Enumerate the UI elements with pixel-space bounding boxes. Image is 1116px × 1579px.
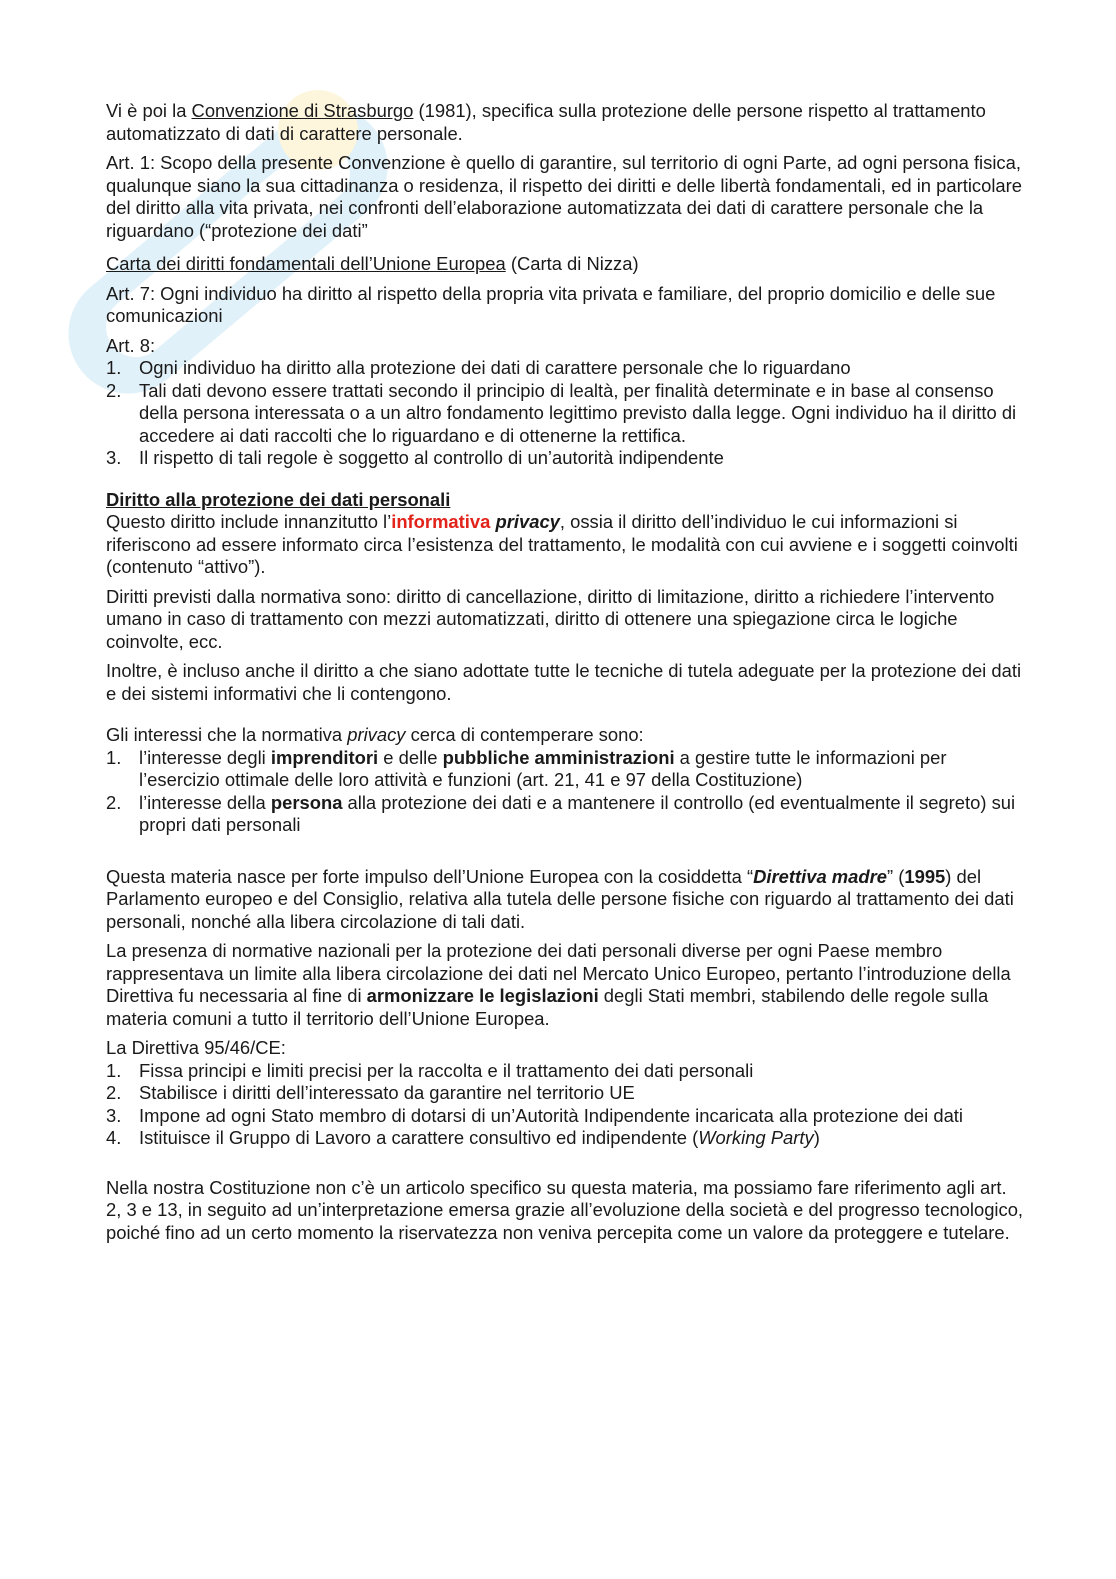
list-item: 1. Ogni individuo ha diritto alla protezione dei dati di carattere personale che lo riguardano <box>106 357 851 378</box>
list-item: 3. Il rispetto di tali regole è soggetto al controllo di un’autorità indipendente <box>106 447 724 468</box>
direttiva-list <box>106 1060 1026 1150</box>
paragraph-direttiva-madre: Questa materia nasce per forte impulso dell’Unione Europea con la cosiddetta “Direttiva madre” (1995) del Parlamento europeo e del Consiglio, relativa alla tutela delle persone fisiche con riguardo al trattamento dei dati personali, nonché alla libera circolazione di tali dati. <box>106 865 1014 932</box>
paragraph-informativa: Questo diritto include innanzitutto l’informativa privacy, ossia il diritto dell’individuo le cui informazioni si riferiscono ad essere informato circa l’esistenza del trattamento, le modalità con cui avviene e i soggetti coinvolti (contenuto “attivo”). <box>106 511 1018 577</box>
paragraph-strasburgo: Vi è poi la Convenzione di Strasburgo (1981), specifica sulla protezione delle persone rispetto al trattamento automatizzato di dati di carattere personale. <box>106 100 986 144</box>
paragraph-armonizzare: La presenza di normative nazionali per la protezione dei dati personali diverse per ogni Paese membro rappresentava un limite alla libera circolazione dei dati nel Mercato Unico Europeo, pertanto l’introduzione della Direttiva fu necessaria al fine di armonizzare le legislazioni degli Stati membri, stabilendo delle regole sulla materia comuni a tutto il territorio dell’Unione Europea. <box>106 940 1011 1029</box>
art8-list <box>106 357 1026 470</box>
paragraph-art7: Art. 7: Ogni individuo ha diritto al rispetto della propria vita privata e familiare, del proprio domicilio e delle sue comunicazioni <box>106 282 996 326</box>
paragraph-direttiva-label: La Direttiva 95/46/CE: <box>106 1037 286 1058</box>
interessi-list <box>106 747 1026 837</box>
paragraph-art8-label: Art. 8: <box>106 334 156 356</box>
list-item: 4. Istituisce il Gruppo di Lavoro a carattere consultivo ed indipendente (Working Party) <box>106 1127 820 1148</box>
link-carta-diritti[interactable]: Carta dei diritti fondamentali dell’Unione Europea <box>106 253 506 274</box>
section-heading: Diritto alla protezione dei dati personali <box>106 488 451 510</box>
paragraph-costituzione: Nella nostra Costituzione non c’è un articolo specifico su questa materia, ma possiamo fare riferimento agli art. 2, 3 e 13, in seguito ad un’interpretazione emersa grazie all’evoluzione della società e del progresso tecnologico, poiché fino ad un certo momento la riservatezza non veniva percepita come un valore da proteggere e tutelare. <box>106 1176 1024 1243</box>
paragraph-art1: Art. 1: Scopo della presente Convenzione è quello di garantire, sul territorio di ogni Parte, ad ogni persona fisica, qualunque siano la sua cittadinanza o residenza, il rispetto dei diritti e delle libertà fondamentali, ed in particolare del diritto alla vita privata, nei confronti dell’elaborazione automatizzata dei dati di carattere personale che la riguardano (“protezione dei dati” <box>106 152 1023 241</box>
link-convenzione-strasburgo[interactable]: Convenzione di Strasburgo <box>191 100 414 121</box>
paragraph-diritti: Diritti previsti dalla normativa sono: diritto di cancellazione, diritto di limitazione, diritto a richiedere l’intervento umano in caso di trattamento con mezzi automatizzati, diritto di ottenere una spiegazione circa le logiche coinvolte, ecc. <box>106 585 995 652</box>
list-item: 3. Impone ad ogni Stato membro di dotarsi di un’Autorità Indipendente incaricata alla protezione dei dati <box>106 1104 964 1126</box>
list-item: 2. Tali dati devono essere trattati secondo il principio di lealtà, per finalità determinate e in base al consenso della persona interessata o a un altro fondamento legittimo previsto dalla legge. Ogni individuo ha il diritto di accedere ai dati raccolti che lo riguardano e di ottenerne la rettifica. <box>106 379 1017 446</box>
list-item: 2. Stabilisce i diritti dell’interessato da garantire nel territorio UE <box>106 1082 635 1103</box>
paragraph-inoltre: Inoltre, è incluso anche il diritto a che siano adottate tutte le tecniche di tutela adeguate per la protezione dei dati e dei sistemi informativi che li contengono. <box>106 660 1022 704</box>
paragraph-interessi-intro: Gli interessi che la normativa privacy cerca di contemperare sono: <box>106 724 644 745</box>
paragraph-carta-nizza: Carta dei diritti fondamentali dell’Unione Europea (Carta di Nizza) <box>106 253 639 274</box>
informativa-highlight: informativa <box>391 511 491 532</box>
document-page <box>106 100 1026 1251</box>
list-item: 1. l’interesse degli imprenditori e delle pubbliche amministrazioni a gestire tutte le informazioni per l’esercizio ottimale delle loro attività e funzioni (art. 21, 41 e 97 della Costituzione) <box>106 746 947 790</box>
list-item: 1. Fissa principi e limiti precisi per la raccolta e il trattamento dei dati personali <box>106 1059 754 1081</box>
list-item: 2. l’interesse della persona alla protezione dei dati e a mantenere il controllo (ed eventualmente il segreto) sui propri dati personali <box>106 791 1016 835</box>
